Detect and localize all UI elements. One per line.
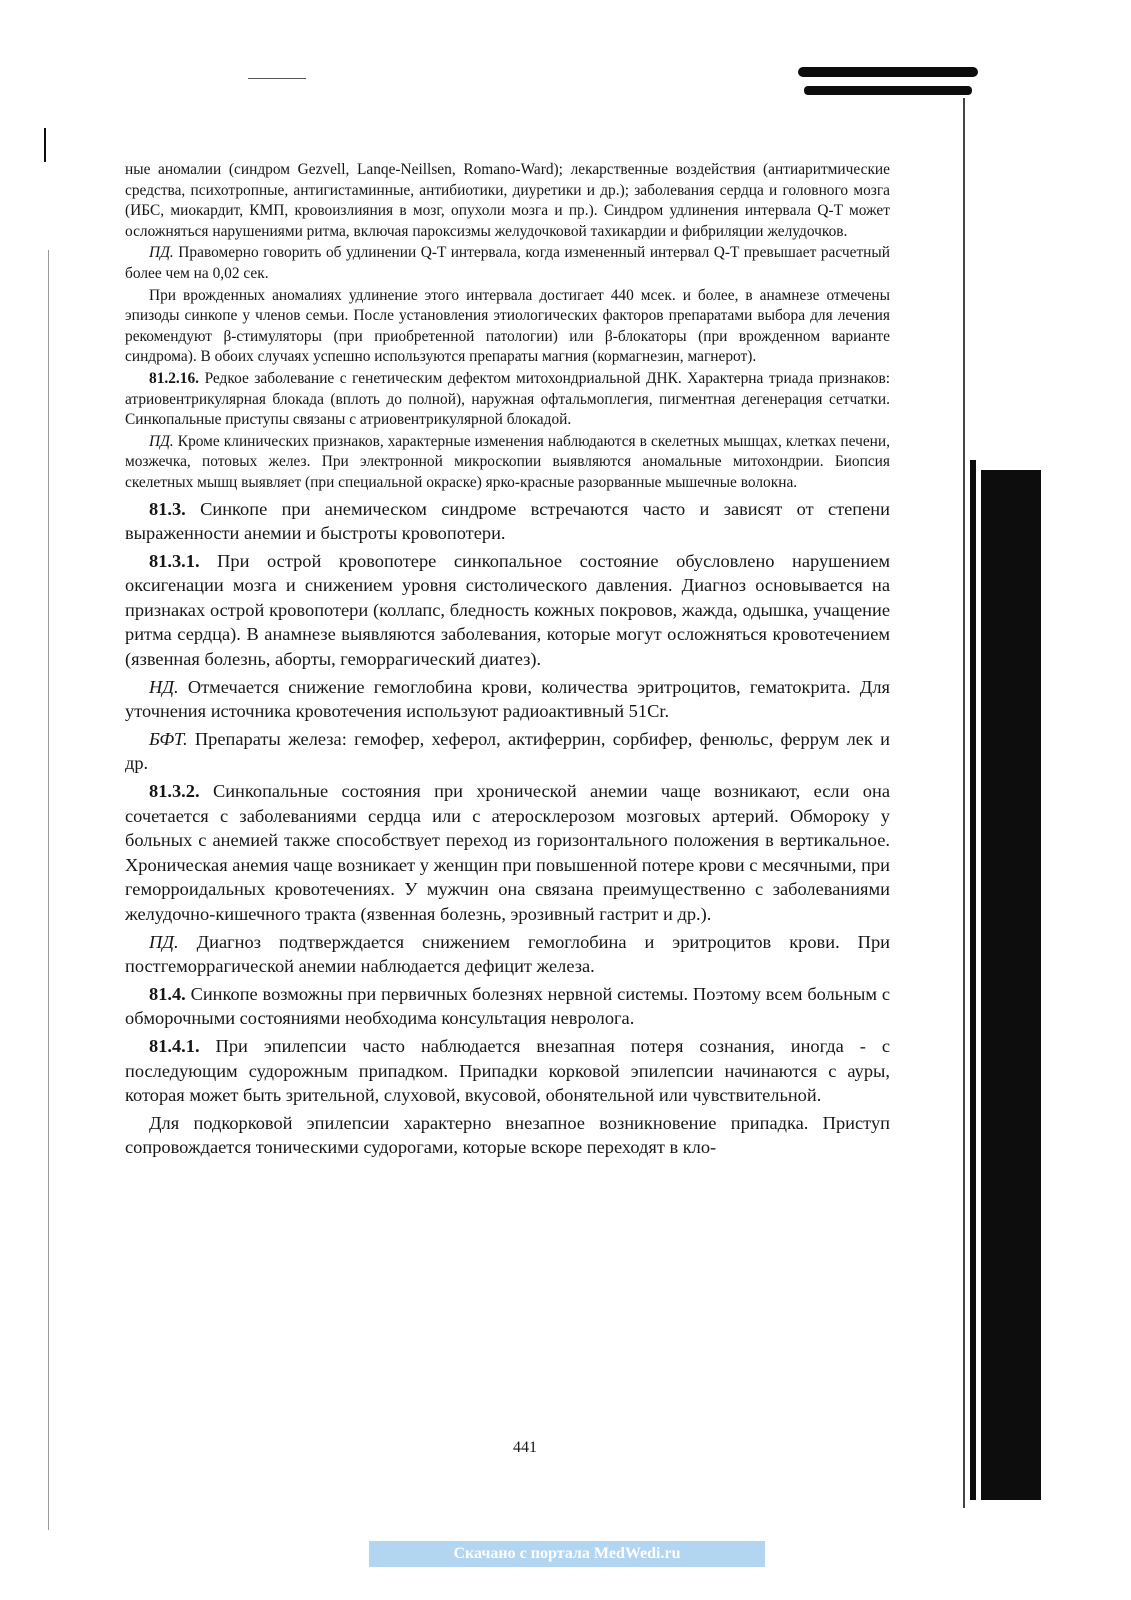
page-number: 441	[513, 1439, 537, 1456]
paragraph-text: Препараты железа: гемофер, хеферол, актиферрин, сорбифер, фенюльс, феррум лек и др.	[125, 728, 890, 774]
paragraph-text: При острой кровопотере синкопальное состояние обусловлено нарушением оксигенации мозга и снижением уровня систолического давления. Диагноз основывается на признаках острой кровопотери (коллапс, бледность кожных покровов, жажда, одышка, учащение ритма сердца). В анамнезе выявляются заболевания, которые могут осложняться кровотечением (язвенная болезнь, аборты, геморрагический диатез).	[125, 550, 890, 670]
scan-artifact-right-edge	[963, 98, 965, 1508]
section-number: 81.3.1.	[149, 550, 200, 571]
paragraph: Для подкорковой эпилепсии характерно внезапное возникновение припадка. Приступ сопровождается тоническими судорогами, которые вскоре переходят в кло-	[125, 1112, 890, 1158]
paragraph: ные аномалии (синдром Gezvell, Lanqe-Neillsen, Romano-Ward); лекарственные воздействия (антиаритмические средства, психотропные, антигистаминные, антибиотики, диуретики и др.); заболевания сердца и головного мозга (ИБС, миокардит, КМП, кровоизлияния в мозг, опухоли мозга и пр.). Синдром удлинения интервала Q-T может осложняться нарушениями ритма, включая пароксизмы желудочковой тахикардии и фибриляции желудочков.	[125, 161, 890, 240]
scan-artifact-left-edge	[48, 250, 49, 1530]
section-number: 81.4.1.	[149, 1035, 200, 1056]
section-number: 81.3.2.	[149, 781, 200, 802]
paragraph	[125, 549, 890, 672]
paragraph	[125, 982, 890, 1031]
paragraph	[125, 432, 890, 494]
paragraph	[125, 930, 890, 979]
paragraph-text: Синкопальные состояния при хронической анемии чаще возникают, если она сочетается с заболеваниями сердца или с атеросклерозом мозговых артерий. Обмороку у больных с анемией также способствует переход из горизонтального положения в вертикальное. Хроническая анемия чаще возникает у женщин при повышенной потере крови с месячными, при геморроидальных кровотечениях. У мужчин она связана преимущественно с заболеваниями желудочно-кишечного тракта (язвенная болезнь, эрозивный гастрит и др.).	[125, 781, 890, 924]
section-number: 81.4.	[149, 983, 186, 1004]
paragraph	[125, 369, 890, 431]
scan-artifact-right-bar	[981, 470, 1041, 1500]
paragraph	[125, 1034, 890, 1108]
paragraph	[125, 675, 890, 724]
paragraph-text: Кроме клинических признаков, характерные изменения наблюдаются в скелетных мышцах, клетках печени, мозжечка, потовых желез. При электронной микроскопии выявляются аномальные митохондрии. Биопсия скелетных мышц выявляет (при специальной окраске) ярко-красные разорванные мышечные волокна.	[125, 432, 890, 491]
section-number: 81.3.	[149, 498, 186, 519]
section-label: ПД.	[149, 432, 174, 450]
section-number: 81.2.16.	[149, 369, 200, 387]
scan-artifact-top-bar-2	[804, 86, 972, 95]
paragraph	[125, 497, 890, 546]
download-source-banner: Скачано с портала MedWedi.ru	[369, 1541, 765, 1567]
paragraph-text: При эпилепсии часто наблюдается внезапная потеря сознания, иногда - с последующим судорожным припадком. Припадки корковой эпилепсии начинаются с ауры, которая может быть зрительной, слуховой, вкусовой, обонятельной или чувствительной.	[125, 1035, 890, 1106]
paragraph	[125, 727, 890, 776]
paragraph-text: Синкопе возможны при первичных болезнях нервной системы. Поэтому всем больным с обморочными состояниями необходима консультация невролога.	[125, 983, 890, 1029]
scan-artifact-top-bar-1	[798, 67, 978, 77]
section-label: НД.	[149, 676, 179, 697]
paragraph-text: Отмечается снижение гемоглобина крови, количества эритроцитов, гематокрита. Для уточнения источника кровотечения используют радиоактивный 51Cr.	[125, 676, 890, 722]
paragraph	[125, 779, 890, 927]
scan-artifact-right-bar-thin	[970, 460, 976, 1500]
page-body	[125, 160, 890, 1160]
scan-artifact-left-mark	[44, 128, 46, 162]
section-label: ПД.	[149, 244, 174, 262]
paragraph-text: Правомерно говорить об удлинении Q-T интервала, когда измененный интервал Q-T превышает расчетный более чем на 0,02 сек.	[125, 244, 890, 282]
paragraph	[125, 243, 890, 284]
paragraph-text: Синкопе при анемическом синдроме встречаются часто и зависят от степени выраженности анемии и быстроты кровопотери.	[125, 498, 890, 544]
section-label: БФТ.	[149, 728, 188, 749]
scan-artifact-top-left-line	[248, 78, 306, 79]
paragraph-text: Редкое заболевание с генетическим дефектом митохондриальной ДНК. Характерна триада признаков: атриовентрикулярная блокада (вплоть до полной), наружная офтальмоплегия, пигментная дегенерация сетчатки. Синкопальные приступы связаны с атриовентрикулярной блокадой.	[125, 369, 890, 429]
section-label: ПД.	[149, 931, 179, 952]
paragraph-text: Диагноз подтверждается снижением гемоглобина и эритроцитов крови. При постгеморрагической анемии наблюдается дефицит железа.	[125, 931, 890, 977]
paragraph: При врожденных аномалиях удлинение этого интервала достигает 440 мсек. и более, в анамнезе отмечены эпизоды синкопе у членов семьи. После установления этиологических факторов препаратами выбора для лечения рекомендуют β-стимуляторы (при приобретенной патологии) или β-блокаторы (при врожденном варианте синдрома). В обоих случаях успешно используются препараты магния (кормагнезин, магнерот).	[125, 286, 890, 366]
